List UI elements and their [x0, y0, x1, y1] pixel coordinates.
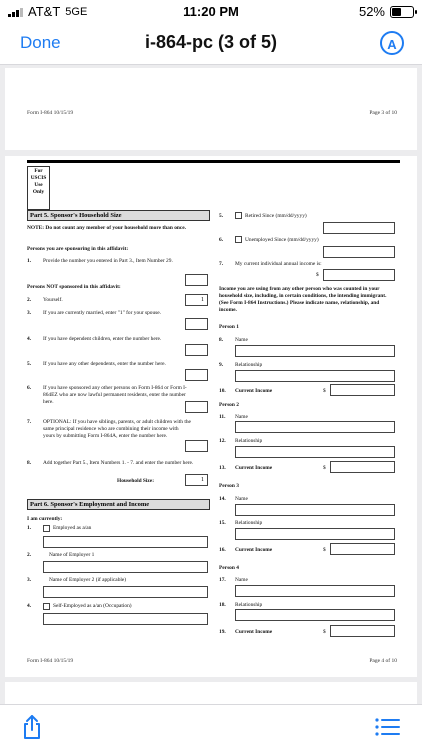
r11-number: 11.	[219, 414, 226, 420]
self-employed-field[interactable]	[43, 613, 208, 625]
income-intro: Income you are using from any other person who was counted in your household size, including, in certain conditions, the intending immigrant. (See Form I-864 Instructions.) Please indicate name, relationship, and income.	[219, 286, 387, 314]
page-3-bottom	[5, 68, 417, 150]
r19-dollar: $	[323, 629, 326, 635]
person1-name-field[interactable]	[235, 345, 395, 357]
employed-as-field[interactable]	[43, 536, 208, 548]
r7-number: 7.	[219, 261, 224, 267]
item7-field[interactable]	[185, 440, 208, 452]
item8-text: Add together Part 5., Item Numbers 1. - 7. and enter the number here.	[43, 460, 194, 466]
item2-number: 2.	[27, 297, 32, 303]
page4-form-id: Form I-864 10/15/19	[27, 658, 74, 664]
item6-number: 6.	[27, 385, 32, 391]
battery-percent: 52%	[358, 4, 385, 19]
r6-number: 6.	[219, 237, 224, 243]
clock: 11:20 PM	[183, 4, 239, 19]
person4-income-field[interactable]	[330, 625, 395, 637]
item3-field[interactable]	[185, 318, 208, 330]
item1-field[interactable]	[185, 274, 208, 286]
item6-text: If you have sponsored any other persons on Form I-864 or Form I-864EZ who are now lawful permanent residents, enter the number here.	[43, 385, 187, 406]
item5-text: If you have any other dependents, enter the number here.	[43, 361, 166, 367]
person3-relationship-field[interactable]	[235, 528, 395, 540]
r16-number: 16.	[219, 547, 226, 553]
r15-number: 15.	[219, 520, 226, 526]
r7-text: My current individual annual income is:	[235, 261, 322, 267]
r8-number: 8.	[219, 337, 224, 343]
done-button[interactable]: Done	[20, 33, 61, 52]
r9-number: 9.	[219, 362, 224, 368]
part5-note: NOTE: Do not count any member of your household more than once.	[27, 225, 187, 231]
top-black-rule	[27, 160, 400, 163]
person2-label: Person 2	[219, 402, 239, 408]
annual-income-field[interactable]	[323, 269, 395, 281]
status-bar	[0, 0, 422, 24]
p6-item4-number: 4.	[27, 603, 32, 609]
r19-number: 19.	[219, 629, 226, 635]
item8-number: 8.	[27, 460, 32, 466]
r17-text: Name	[235, 577, 248, 583]
retired-checkbox[interactable]	[235, 212, 242, 219]
item2-text: Yourself.	[43, 297, 63, 303]
item5-field[interactable]	[185, 369, 208, 381]
r7-dollar: $	[316, 272, 319, 278]
page4-page-number: Page 4 of 10	[369, 658, 397, 664]
r17-number: 17.	[219, 577, 226, 583]
network: 5GE	[65, 5, 88, 18]
sponsoring-header: Persons you are sponsoring in this affidavit:	[27, 246, 129, 252]
page3-form-id: Form I-864 10/15/19	[27, 110, 74, 116]
r5-text: Retired Since (mm/dd/yyyy)	[245, 213, 307, 219]
person2-name-field[interactable]	[235, 421, 395, 433]
r13-number: 13.	[219, 465, 226, 471]
p6-item2-text: Name of Employer 1	[49, 552, 95, 558]
r11-text: Name	[235, 414, 248, 420]
battery-icon	[390, 6, 414, 18]
not-sponsored-header: Persons NOT sponsored in this affidavit:	[27, 284, 121, 290]
uscis-use-only-box: For USCIS Use Only	[27, 166, 50, 210]
item4-number: 4.	[27, 336, 32, 342]
r16-text: Current Income	[235, 547, 273, 553]
status-right	[359, 4, 414, 19]
r10-number: 10.	[219, 388, 226, 394]
item1-text: Provide the number you entered in Part 3., Item Number 29.	[43, 258, 173, 264]
r13-dollar: $	[323, 465, 326, 471]
item6-field[interactable]	[185, 401, 208, 413]
household-size-field[interactable]: 1	[185, 474, 208, 486]
r15-text: Relationship	[235, 520, 263, 526]
employed-checkbox[interactable]	[43, 525, 50, 532]
markup-icon[interactable]: A	[380, 31, 404, 55]
r10-text: Current Income	[235, 388, 273, 394]
r9-text: Relationship	[235, 362, 263, 368]
item2-field[interactable]: 1	[185, 294, 208, 306]
person4-label: Person 4	[219, 565, 239, 571]
r13-text: Current Income	[235, 465, 273, 471]
p6-item3-number: 3.	[27, 577, 32, 583]
r12-text: Relationship	[235, 438, 263, 444]
r12-number: 12.	[219, 438, 226, 444]
currently-label: I am currently:	[27, 516, 63, 522]
unemployed-checkbox[interactable]	[235, 236, 242, 243]
person3-name-field[interactable]	[235, 504, 395, 516]
part6-header: Part 6. Sponsor's Employment and Income	[27, 499, 210, 510]
retired-date-field[interactable]	[323, 222, 395, 234]
item3-text: If you are currently married, enter "1" for your spouse.	[43, 310, 162, 316]
person4-relationship-field[interactable]	[235, 609, 395, 621]
person1-label: Person 1	[219, 324, 239, 330]
item5-number: 5.	[27, 361, 32, 367]
person2-income-field[interactable]	[330, 461, 395, 473]
r16-dollar: $	[323, 547, 326, 553]
person3-income-field[interactable]	[330, 543, 395, 555]
item3-number: 3.	[27, 310, 32, 316]
person3-label: Person 3	[219, 483, 239, 489]
carrier: AT&T	[28, 4, 61, 19]
p6-item4-text: Self-Employed as a/an (Occupation)	[53, 603, 132, 609]
person2-relationship-field[interactable]	[235, 446, 395, 458]
p6-item1-text: Employed as a/an	[53, 525, 92, 531]
r10-dollar: $	[323, 388, 326, 394]
item7-text: OPTIONAL: If you have siblings, parents, or adult children with the same principal residence who are combining their income with yours by submitting Form I-864A, enter the number here.	[43, 419, 191, 440]
r18-text: Relationship	[235, 602, 263, 608]
page-4	[5, 156, 417, 677]
item1-number: 1.	[27, 258, 32, 264]
person1-income-field[interactable]	[330, 384, 395, 396]
person1-relationship-field[interactable]	[235, 370, 395, 382]
outline-icon[interactable]	[374, 717, 400, 742]
unemployed-date-field[interactable]	[323, 246, 395, 258]
document-title: i-864-pc (3 of 5)	[144, 32, 278, 52]
navigation-bar	[0, 24, 422, 65]
person4-name-field[interactable]	[235, 585, 395, 597]
share-icon[interactable]	[22, 714, 42, 745]
page-5-top	[5, 682, 417, 704]
r6-text: Unemployed Since (mm/dd/yyyy)	[245, 237, 319, 243]
r14-number: 14.	[219, 496, 226, 502]
item7-number: 7.	[27, 419, 32, 425]
r8-text: Name	[235, 337, 248, 343]
r5-number: 5.	[219, 213, 224, 219]
page3-page-number: Page 3 of 10	[369, 110, 397, 116]
p6-item2-number: 2.	[27, 552, 32, 558]
item4-field[interactable]	[185, 344, 208, 356]
employer1-field[interactable]	[43, 561, 208, 573]
p6-item3-text: Name of Employer 2 (if applicable)	[49, 577, 127, 583]
employer2-field[interactable]	[43, 586, 208, 598]
bottom-toolbar	[0, 704, 422, 751]
part5-header: Part 5. Sponsor's Household Size	[27, 210, 210, 221]
r18-number: 18.	[219, 602, 226, 608]
r19-text: Current Income	[235, 629, 273, 635]
r14-text: Name	[235, 496, 248, 502]
p6-item1-number: 1.	[27, 525, 32, 531]
self-employed-checkbox[interactable]	[43, 603, 50, 610]
household-size-label: Household Size:	[117, 478, 154, 484]
item4-text: If you have dependent children, enter the number here.	[43, 336, 162, 342]
